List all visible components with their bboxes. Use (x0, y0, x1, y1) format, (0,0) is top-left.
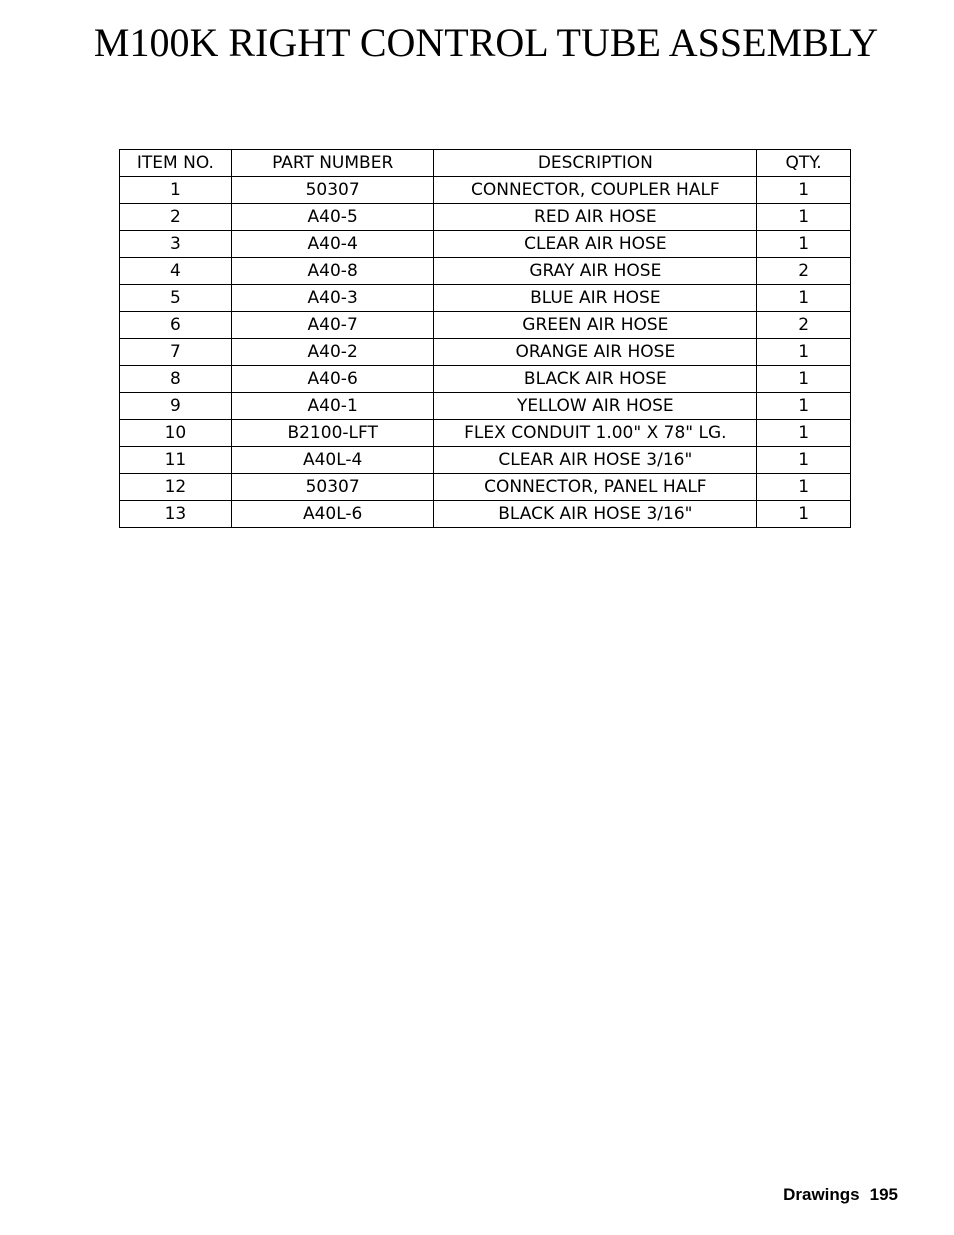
cell-item-no: 10 (120, 420, 232, 447)
table-row (120, 204, 851, 231)
cell-description: GRAY AIR HOSE (434, 258, 757, 285)
table-row (120, 501, 851, 528)
cell-item-no: 1 (120, 177, 232, 204)
footer-page-number: 195 (869, 1185, 898, 1204)
page-footer (783, 1185, 898, 1205)
cell-part-number: B2100-LFT (231, 420, 434, 447)
cell-description: ORANGE AIR HOSE (434, 339, 757, 366)
cell-part-number: A40-3 (231, 285, 434, 312)
cell-qty: 1 (757, 366, 851, 393)
table-row (120, 393, 851, 420)
cell-qty: 1 (757, 393, 851, 420)
cell-description: GREEN AIR HOSE (434, 312, 757, 339)
cell-qty: 2 (757, 258, 851, 285)
table-row (120, 447, 851, 474)
table-header-row (120, 150, 851, 177)
cell-item-no: 12 (120, 474, 232, 501)
cell-part-number: A40-7 (231, 312, 434, 339)
cell-qty: 1 (757, 231, 851, 258)
table-row (120, 177, 851, 204)
cell-qty: 1 (757, 447, 851, 474)
table-row (120, 285, 851, 312)
table-row (120, 312, 851, 339)
cell-description: CLEAR AIR HOSE (434, 231, 757, 258)
cell-qty: 1 (757, 501, 851, 528)
cell-item-no: 2 (120, 204, 232, 231)
header-part-number: PART NUMBER (231, 150, 434, 177)
cell-description: BLACK AIR HOSE 3/16" (434, 501, 757, 528)
cell-item-no: 9 (120, 393, 232, 420)
cell-description: BLUE AIR HOSE (434, 285, 757, 312)
cell-item-no: 11 (120, 447, 232, 474)
cell-description: CLEAR AIR HOSE 3/16" (434, 447, 757, 474)
cell-part-number: A40-1 (231, 393, 434, 420)
cell-description: RED AIR HOSE (434, 204, 757, 231)
cell-qty: 1 (757, 285, 851, 312)
table-body (120, 177, 851, 528)
cell-part-number: A40L-6 (231, 501, 434, 528)
table-row (120, 231, 851, 258)
cell-part-number: A40-2 (231, 339, 434, 366)
cell-part-number: A40-8 (231, 258, 434, 285)
page-title: M100K RIGHT CONTROL TUBE ASSEMBLY (93, 20, 879, 65)
cell-part-number: A40-5 (231, 204, 434, 231)
table-row (120, 474, 851, 501)
table-header (120, 150, 851, 177)
cell-description: CONNECTOR, COUPLER HALF (434, 177, 757, 204)
cell-qty: 1 (757, 204, 851, 231)
footer-section: Drawings (783, 1185, 860, 1204)
cell-item-no: 7 (120, 339, 232, 366)
cell-description: CONNECTOR, PANEL HALF (434, 474, 757, 501)
cell-qty: 1 (757, 339, 851, 366)
cell-qty: 1 (757, 177, 851, 204)
table-row (120, 339, 851, 366)
cell-qty: 1 (757, 474, 851, 501)
cell-part-number: 50307 (231, 177, 434, 204)
cell-qty: 2 (757, 312, 851, 339)
cell-item-no: 6 (120, 312, 232, 339)
cell-description: FLEX CONDUIT 1.00" X 78" LG. (434, 420, 757, 447)
cell-description: BLACK AIR HOSE (434, 366, 757, 393)
table-row (120, 420, 851, 447)
cell-part-number: A40L-4 (231, 447, 434, 474)
cell-qty: 1 (757, 420, 851, 447)
cell-item-no: 3 (120, 231, 232, 258)
cell-description: YELLOW AIR HOSE (434, 393, 757, 420)
header-item-no: ITEM NO. (120, 150, 232, 177)
cell-item-no: 4 (120, 258, 232, 285)
cell-part-number: 50307 (231, 474, 434, 501)
table-row (120, 258, 851, 285)
bill-of-materials-table (119, 149, 851, 528)
header-description: DESCRIPTION (434, 150, 757, 177)
cell-part-number: A40-6 (231, 366, 434, 393)
header-qty: QTY. (757, 150, 851, 177)
table-row (120, 366, 851, 393)
cell-part-number: A40-4 (231, 231, 434, 258)
cell-item-no: 5 (120, 285, 232, 312)
cell-item-no: 8 (120, 366, 232, 393)
cell-item-no: 13 (120, 501, 232, 528)
